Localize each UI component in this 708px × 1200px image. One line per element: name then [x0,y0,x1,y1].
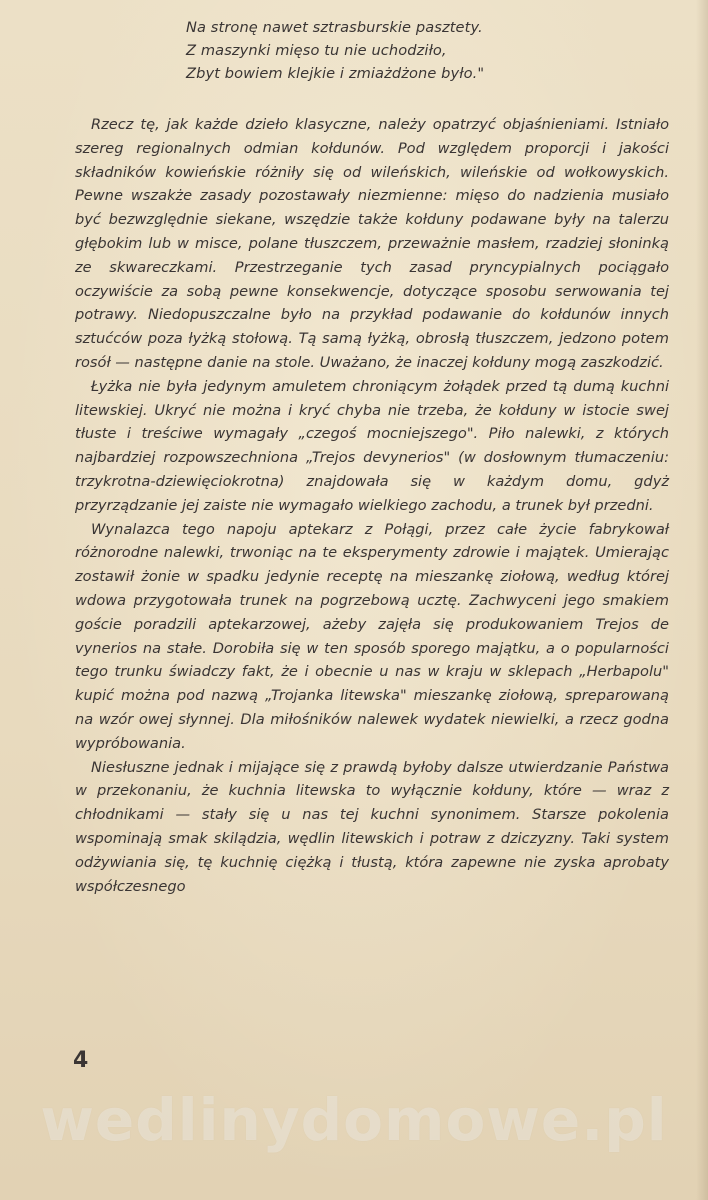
paragraph: Rzecz tę, jak każde dzieło klasyczne, należy opatrzyć objaśnieniami. Istniało szereg regionalnych odmian kołdunów. Pod względem proporcji i jakości składników kowieńskie różniły się od wileńskich, wileńskie od wołkowyskich. Pewne wszakże zasady pozostawały niezmienne: mięso do nadzienia musiało być bezwzględnie siekane, wszędzie także kołduny podawane były na talerzu głębokim lub w misce, polane tłuszczem, przeważnie masłem, rzadziej słoninką ze skwareczkami. Przestrzeganie tych zasad pryncypialnych pociągało oczywiście za sobą pewne konsekwencje, dotyczące sposobu serwowania tej potrawy. Niedopuszczalne było na przykład podawanie do kołdunów innych sztućców poza łyżką stołową. Tą samą łyżką, obrosłą tłuszczem, jedzono potem rosół — następne danie na stole. Uważano, że inaczej kołduny mogą zaszkodzić. [75,116,669,371]
poem-line: Z maszynki mięso tu nie uchodziło, [186,42,447,59]
body-text [75,113,669,898]
poem-quote [186,16,666,85]
page-number: 4 [73,1048,89,1073]
page-edge-shadow [696,0,708,1200]
paragraph: Łyżka nie była jedynym amuletem chroniącym żołądek przed tą dumą kuchni litewskiej. Ukryć nie można i kryć chyba nie trzeba, że kołduny w istocie swej tłuste i treściwe wymagały „czegoś mocniejszego". Piło nalewki, z których najbardziej rozpowszechniona „Trejos devynerios" (w dosłownym tłumaczeniu: trzykrotna-dziewięciokrotna) znajdowała się w każdym domu, gdyż przyrządzanie jej zaiste nie wymagało wielkiego zachodu, a trunek był przedni. [75,377,669,514]
paragraph: Niesłuszne jednak i mijające się z prawdą byłoby dalsze utwierdzanie Państwa w przekonaniu, że kuchnia litewska to wyłącznie kołduny, które — wraz z chłodnikami — stały się u nas tej kuchni synonimem. Starsze pokolenia wspominają smak skilądzia, wędlin litewskich i potraw z dziczyzny. Taki system odżywiania się, tę kuchnię ciężką i tłustą, która zapewne nie zyska aprobaty współczesnego [75,758,669,895]
paragraph: Wynalazca tego napoju aptekarz z Połągi, przez całe życie fabrykował różnorodne nalewki, trwoniąc na te eksperymenty zdrowie i majątek. Umierając zostawił żonie w spadku jedynie receptę na mieszankę ziołową, według której wdowa przygotowała trunek na pogrzebową ucztę. Zachwyceni jego smakiem goście poradzili aptekarzowej, ażeby zajęła się produkowaniem Trejos de vynerios na stałe. Dorobiła się w ten sposób sporego majątku, a o popularności tego trunku świadczy fakt, że i obecnie u nas w kraju w sklepach „Herbapolu" kupić można pod nazwą „Trojanka litewska" mieszankę ziołową, spreparowaną na wzór owej słynnej. Dla miłośników nalewek wydatek niewielki, a rzecz godna wypróbowania. [75,520,669,752]
poem-line: Zbyt bowiem klejkie i zmiażdżone było." [186,65,485,82]
poem-line: Na stronę nawet sztrasburskie pasztety. [186,19,483,36]
watermark: wedlinydomowe.pl [40,1086,668,1154]
